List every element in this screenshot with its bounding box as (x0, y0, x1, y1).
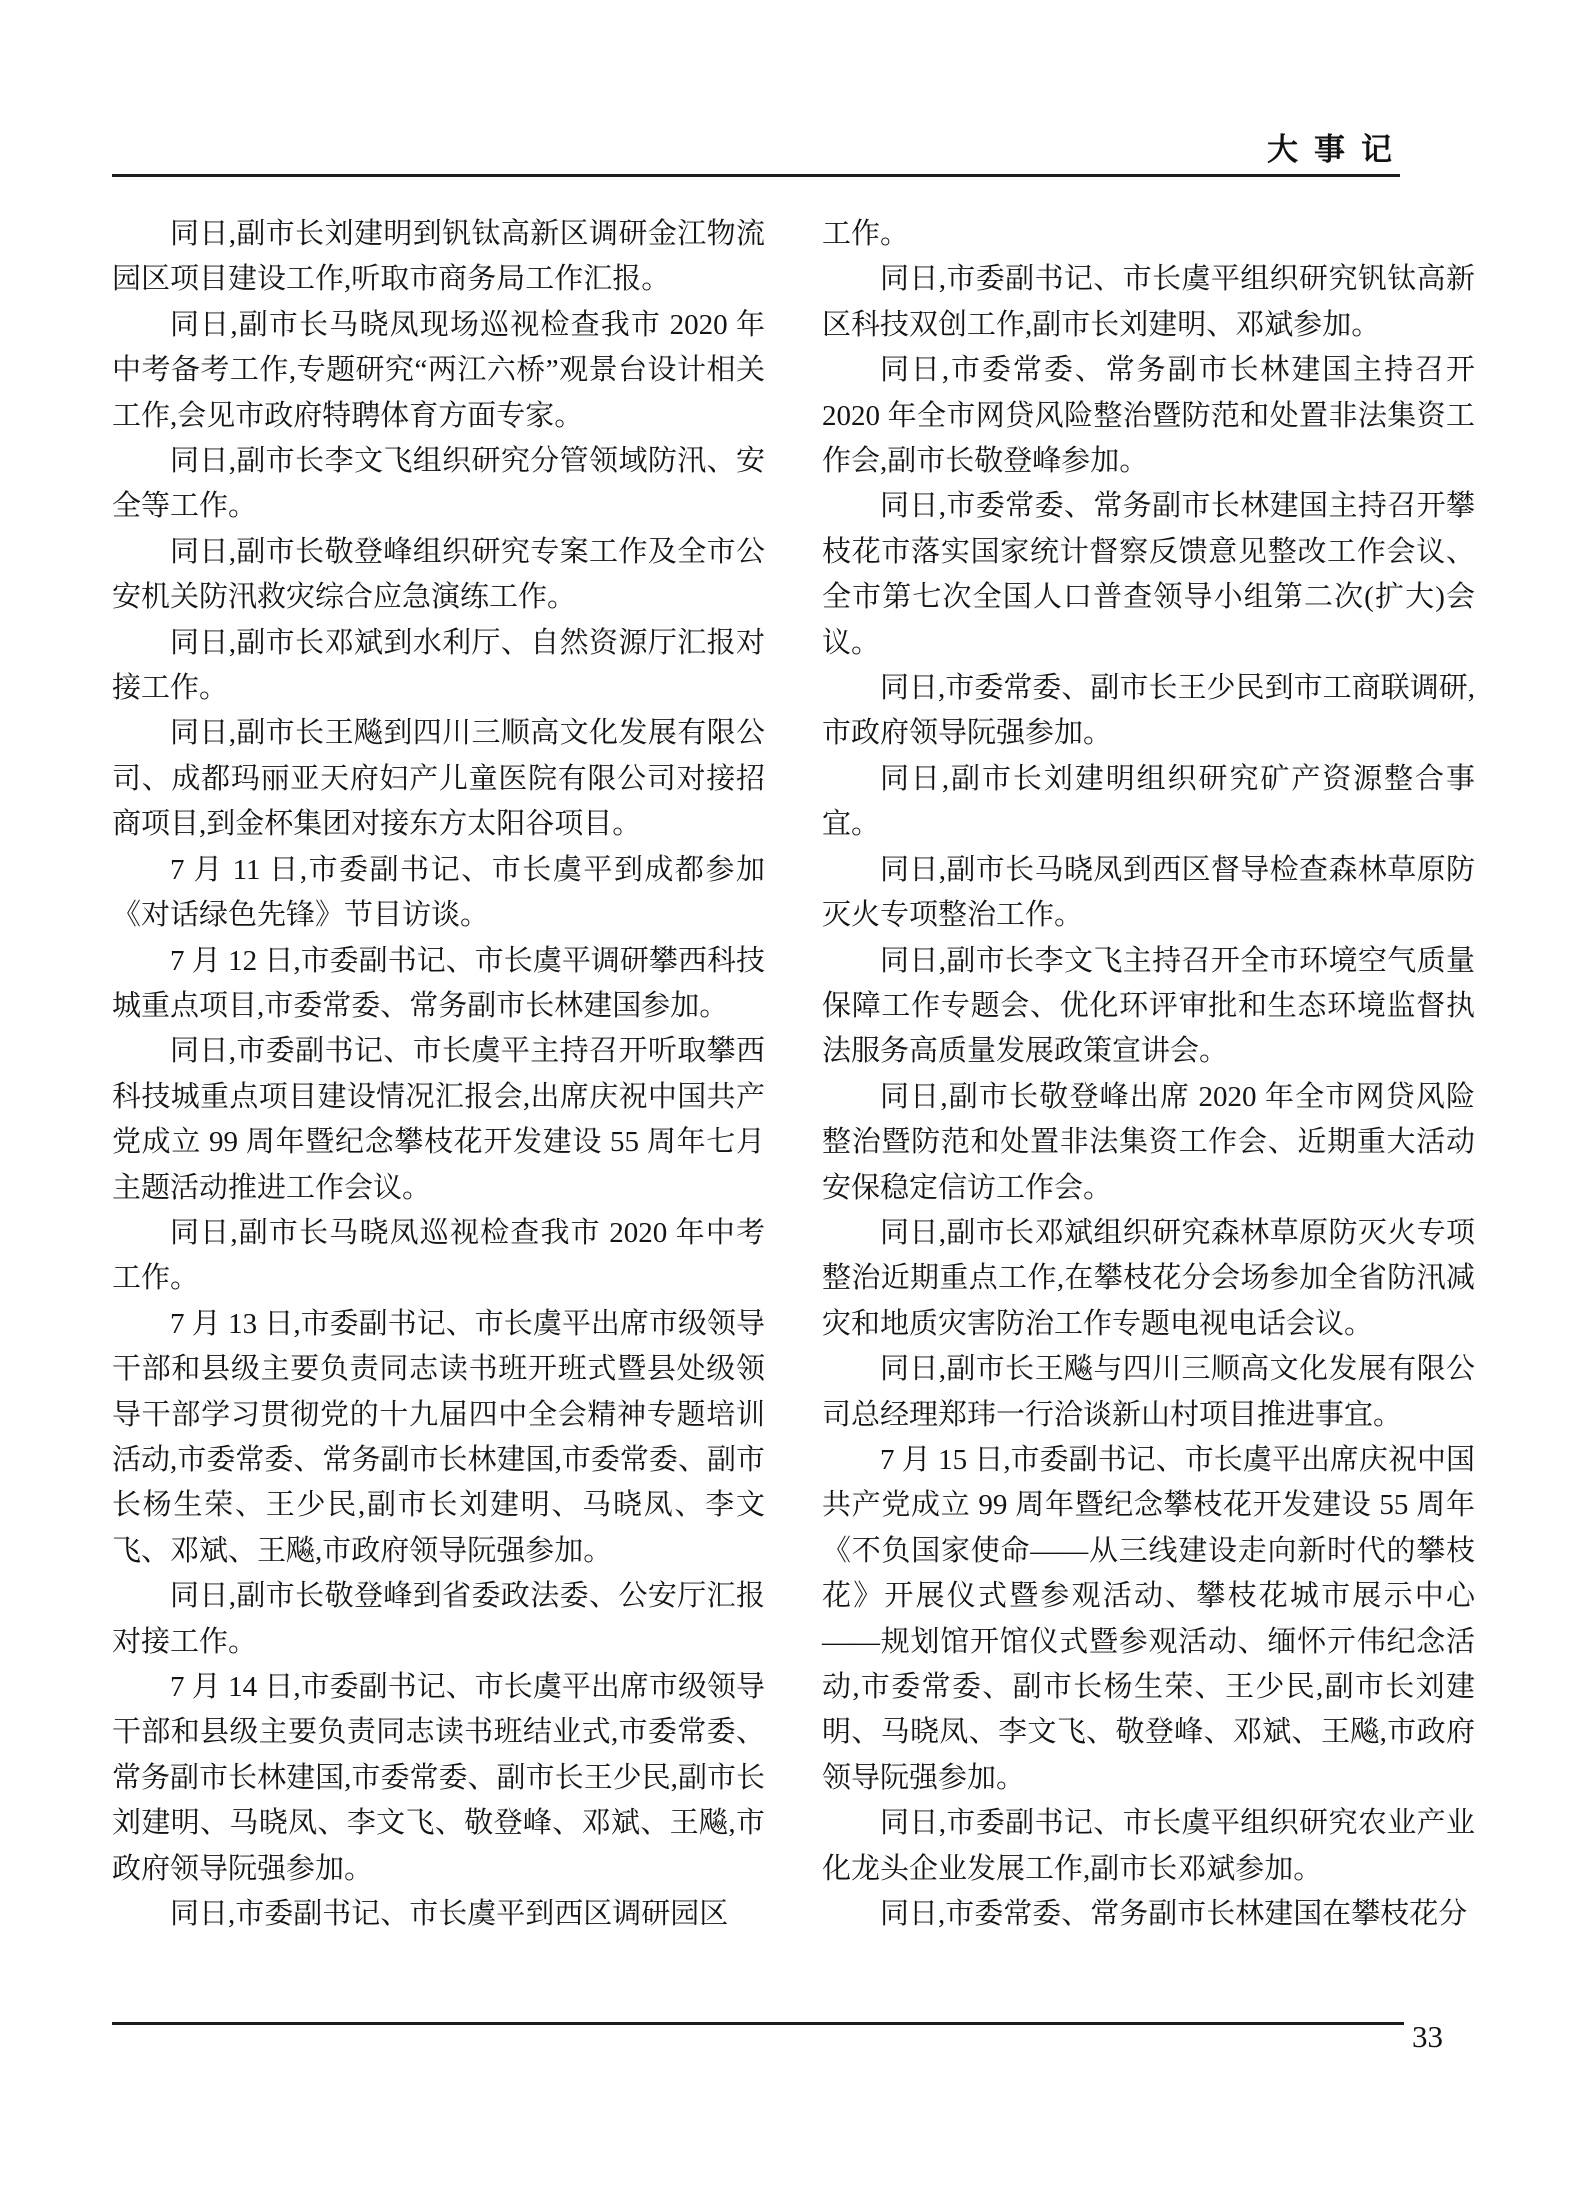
page-footer (112, 2019, 1475, 2082)
page-header (112, 124, 1408, 177)
paragraph: 同日,副市长王飚到四川三顺高文化发展有限公司、成都玛丽亚天府妇产儿童医院有限公司对接招商项目,到金杯集团对接东方太阳谷项目。 (112, 717, 765, 841)
paragraph: 7 月 14 日,市委副书记、市长虞平出席市级领导干部和县级主要负责同志读书班结业式,市委常委、常务副市长林建国,市委常委、副市长王少民,副市长刘建明、马晓凤、李文飞、敬登峰、邓斌、王飚,市政府领导阮强参加。 (112, 1671, 765, 1885)
footer-rule (112, 2022, 1404, 2025)
paragraph: 同日,市委副书记、市长虞平主持召开听取攀西科技城重点项目建设情况汇报会,出席庆祝中国共产党成立 99 周年暨纪念攀枝花开发建设 55 周年七月主题活动推进工作会议。 (112, 1035, 765, 1204)
paragraph: 同日,副市长刘建明到钒钛高新区调研金江物流园区项目建设工作,听取市商务局工作汇报。 (112, 218, 765, 296)
text-column-left (112, 212, 765, 1937)
paragraph: 同日,副市长李文飞组织研究分管领域防汛、安全等工作。 (112, 445, 765, 523)
paragraph: 同日,副市长邓斌组织研究森林草原防灭火专项整治近期重点工作,在攀枝花分会场参加全省防汛减灾和地质灾害防治工作专题电视电话会议。 (822, 1216, 1475, 1340)
paragraph: 同日,副市长敬登峰到省委政法委、公安厅汇报对接工作。 (112, 1580, 765, 1658)
paragraph: 同日,副市长马晓凤巡视检查我市 2020 年中考工作。 (112, 1216, 765, 1295)
paragraph: 工作。 (822, 218, 910, 250)
paragraph: 同日,副市长敬登峰组织研究专案工作及全市公安机关防汛救灾综合应急演练工作。 (112, 535, 765, 614)
paragraph: 同日,市委副书记、市长虞平到西区调研园区 (170, 1898, 729, 1931)
paragraph: 7 月 15 日,市委副书记、市长虞平出席庆祝中国共产党成立 99 周年暨纪念攀枝花开发建设 55 周年《不负国家使命——从三线建设走向新时代的攀枝花》开展仪式暨参观活动、攀枝花城市展示中心——规划馆开馆仪式暨参观活动、缅怀亓伟纪念活动,市委常委、副市长杨生荣、王少民,副市长刘建明、马晓凤、李文飞、敬登峰、邓斌、王飚,市政府领导阮强参加。 (822, 1443, 1475, 1794)
paragraph: 同日,市委常委、常务副市长林建国在攀枝花分 (880, 1898, 1468, 1931)
paragraph: 同日,市委常委、常务副市长林建国主持召开攀枝花市落实国家统计督察反馈意见整改工作会议、全市第七次全国人口普查领导小组第二次(扩大)会议。 (822, 490, 1475, 659)
paragraph: 同日,副市长马晓凤现场巡视检查我市 2020 年中考备考工作,专题研究“两江六桥”观景台设计相关工作,会见市政府特聘体育方面专家。 (112, 308, 765, 432)
page-number: 33 (1412, 2019, 1443, 2054)
paragraph: 同日,副市长王飚与四川三顺高文化发展有限公司总经理郑玮一行洽谈新山村项目推进事宜。 (822, 1353, 1475, 1431)
article-body (112, 212, 1475, 1937)
paragraph: 同日,市委常委、副市长王少民到市工商联调研,市政府领导阮强参加。 (822, 672, 1475, 750)
paragraph: 同日,副市长马晓凤到西区督导检查森林草原防灭火专项整治工作。 (822, 853, 1475, 932)
paragraph: 同日,副市长邓斌到水利厅、自然资源厅汇报对接工作。 (112, 626, 765, 705)
paragraph: 同日,副市长李文飞主持召开全市环境空气质量保障工作专题会、优化环评审批和生态环境监督执法服务高质量发展政策宣讲会。 (822, 944, 1475, 1068)
paragraph: 7 月 12 日,市委副书记、市长虞平调研攀西科技城重点项目,市委常委、常务副市长林建国参加。 (112, 944, 765, 1022)
paragraph: 同日,市委副书记、市长虞平组织研究钒钛高新区科技双创工作,副市长刘建明、邓斌参加。 (822, 263, 1475, 341)
paragraph: 同日,市委副书记、市长虞平组织研究农业产业化龙头企业发展工作,副市长邓斌参加。 (822, 1807, 1475, 1885)
paragraph: 同日,副市长敬登峰出席 2020 年全市网贷风险整治暨防范和处置非法集资工作会、近期重大活动安保稳定信访工作会。 (822, 1080, 1475, 1204)
paragraph: 7 月 11 日,市委副书记、市长虞平到成都参加《对话绿色先锋》节目访谈。 (112, 853, 765, 932)
paragraph: 同日,市委常委、常务副市长林建国主持召开2020 年全市网贷风险整治暨防范和处置非法集资工作会,副市长敬登峰参加。 (822, 354, 1475, 478)
text-column-right (822, 212, 1475, 1937)
paragraph: 7 月 13 日,市委副书记、市长虞平出席市级领导干部和县级主要负责同志读书班开班式暨县处级领导干部学习贯彻党的十九届四中全会精神专题培训活动,市委常委、常务副市长林建国,市委常委、副市长杨生荣、王少民,副市长刘建明、马晓凤、李文飞、邓斌、王飚,市政府领导阮强参加。 (112, 1307, 765, 1567)
page-header-title: 大事记 (1267, 132, 1408, 167)
paragraph: 同日,副市长刘建明组织研究矿产资源整合事宜。 (822, 762, 1475, 841)
